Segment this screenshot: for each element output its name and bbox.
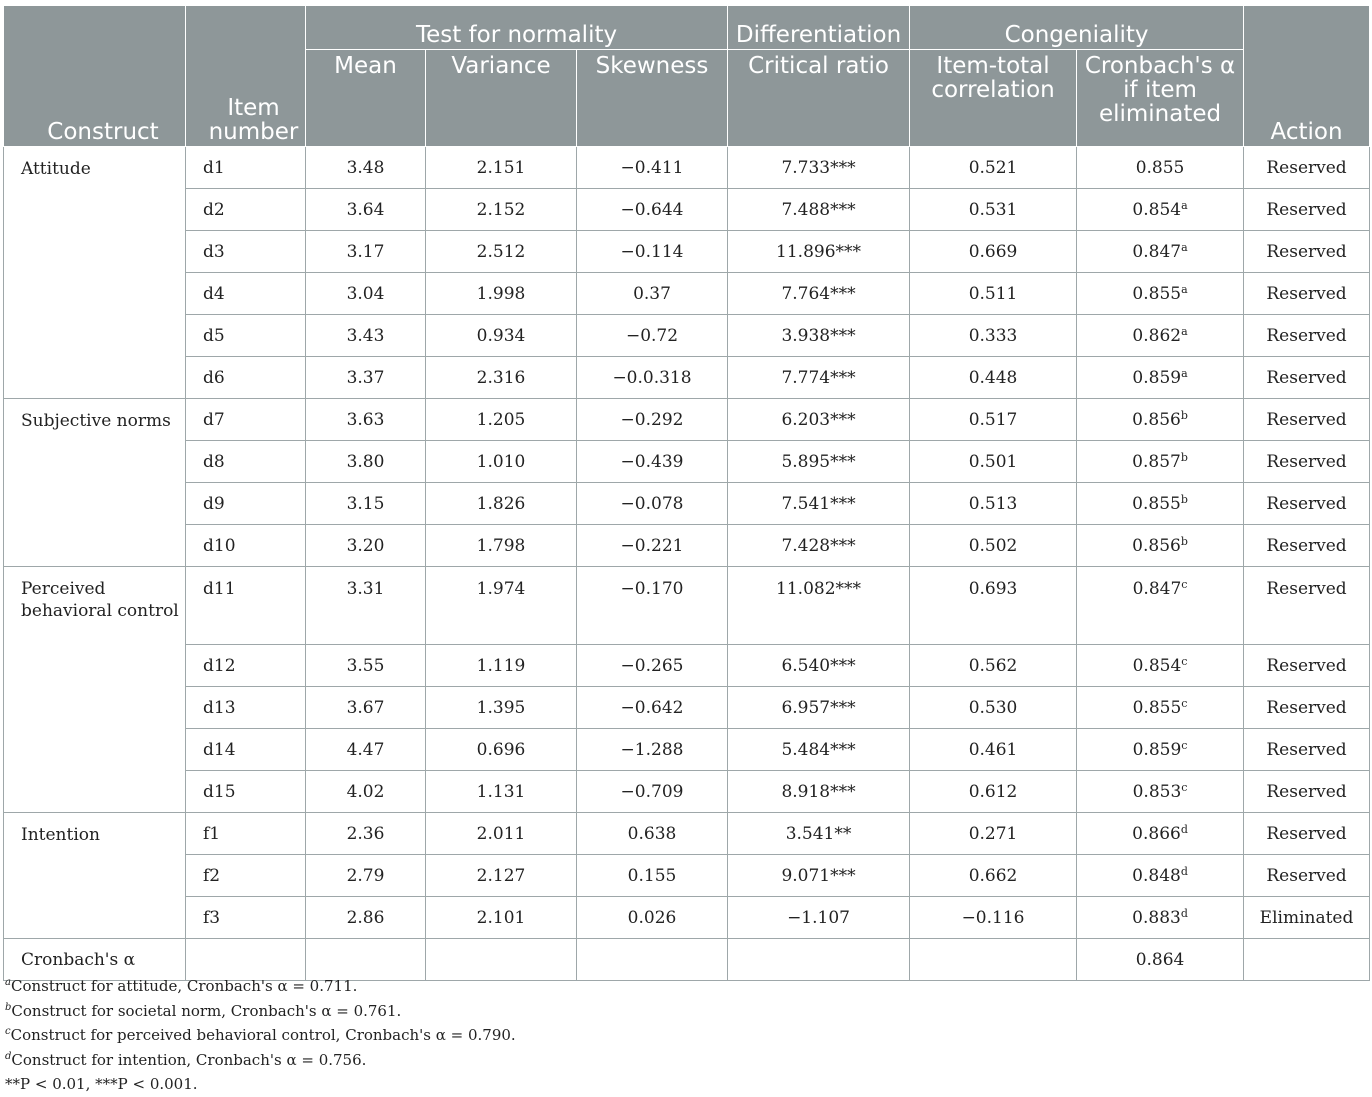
item-total-cell: −0.116 (910, 897, 1077, 939)
skewness-cell: −0.265 (577, 645, 728, 687)
item-cell: f1 (186, 813, 306, 855)
item-cell: d15 (186, 771, 306, 813)
mean-cell: 2.79 (306, 855, 426, 897)
variance-cell: 1.798 (426, 525, 577, 567)
action-cell: Reserved (1244, 687, 1370, 729)
critical-ratio-cell: 11.082*** (728, 567, 910, 645)
table-row (4, 231, 1370, 273)
alpha-cell: 0.859$^a$ (1077, 357, 1244, 399)
table-row (4, 897, 1370, 939)
item-total-cell: 0.513 (910, 483, 1077, 525)
mean-cell: 3.63 (306, 399, 426, 441)
skewness-cell: −0.292 (577, 399, 728, 441)
item-cell: d4 (186, 273, 306, 315)
item-total-cell: 0.612 (910, 771, 1077, 813)
header-mean: Mean (306, 50, 426, 147)
critical-ratio-cell: 9.071*** (728, 855, 910, 897)
summary-label: Cronbach's α (4, 939, 186, 981)
alpha-cell: 0.856$^b$ (1077, 399, 1244, 441)
construct-cell: Intention (4, 813, 186, 939)
critical-ratio-cell: 7.428*** (728, 525, 910, 567)
item-cell: d13 (186, 687, 306, 729)
item-total-cell: 0.693 (910, 567, 1077, 645)
item-total-cell: 0.669 (910, 231, 1077, 273)
alpha-cell: 0.857$^b$ (1077, 441, 1244, 483)
item-cell: d3 (186, 231, 306, 273)
skewness-cell: −0.642 (577, 687, 728, 729)
footnote: $^c$Construct for perceived behavioral control, Cronbach's α = 0.790. (5, 1026, 516, 1044)
alpha-cell: 0.847$^c$ (1077, 567, 1244, 645)
alpha-cell: 0.866$^d$ (1077, 813, 1244, 855)
variance-cell: 1.974 (426, 567, 577, 645)
alpha-cell: 0.859$^c$ (1077, 729, 1244, 771)
mean-cell: 3.15 (306, 483, 426, 525)
critical-ratio-cell: 7.774*** (728, 357, 910, 399)
skewness-cell: −0.411 (577, 147, 728, 189)
action-cell: Reserved (1244, 771, 1370, 813)
alpha-cell: 0.848$^d$ (1077, 855, 1244, 897)
header-congeniality: Congeniality (910, 6, 1244, 50)
variance-cell: 1.010 (426, 441, 577, 483)
mean-cell: 3.48 (306, 147, 426, 189)
variance-cell: 2.011 (426, 813, 577, 855)
variance-cell: 0.696 (426, 729, 577, 771)
mean-cell: 3.80 (306, 441, 426, 483)
summary-alpha: 0.864 (1077, 939, 1244, 981)
item-total-cell: 0.501 (910, 441, 1077, 483)
action-cell: Reserved (1244, 441, 1370, 483)
footnote: $^a$Construct for attitude, Cronbach's α = 0.711. (5, 977, 358, 995)
item-cell: d14 (186, 729, 306, 771)
skewness-cell: −0.221 (577, 525, 728, 567)
construct-cell: Attitude (4, 147, 186, 399)
skewness-cell: 0.155 (577, 855, 728, 897)
skewness-cell: −0.0.318 (577, 357, 728, 399)
critical-ratio-cell: 7.733*** (728, 147, 910, 189)
mean-cell: 3.55 (306, 645, 426, 687)
variance-cell: 0.934 (426, 315, 577, 357)
alpha-cell: 0.862$^a$ (1077, 315, 1244, 357)
skewness-cell: −0.709 (577, 771, 728, 813)
header-construct: Construct (4, 6, 186, 147)
action-cell: Reserved (1244, 645, 1370, 687)
table-row (4, 483, 1370, 525)
alpha-cell: 0.855 (1077, 147, 1244, 189)
item-cell: f2 (186, 855, 306, 897)
skewness-cell: −0.439 (577, 441, 728, 483)
table-row (4, 399, 1370, 441)
variance-cell: 1.119 (426, 645, 577, 687)
action-cell: Reserved (1244, 525, 1370, 567)
item-total-cell: 0.502 (910, 525, 1077, 567)
table-row (4, 813, 1370, 855)
action-cell: Reserved (1244, 147, 1370, 189)
critical-ratio-cell: 6.957*** (728, 687, 910, 729)
action-cell: Reserved (1244, 483, 1370, 525)
action-cell: Reserved (1244, 357, 1370, 399)
skewness-cell: −0.114 (577, 231, 728, 273)
table-row (4, 441, 1370, 483)
header-skewness: Skewness (577, 50, 728, 147)
item-cell: d12 (186, 645, 306, 687)
skewness-cell: 0.638 (577, 813, 728, 855)
item-total-cell: 0.333 (910, 315, 1077, 357)
alpha-cell: 0.855$^c$ (1077, 687, 1244, 729)
variance-cell: 1.826 (426, 483, 577, 525)
item-cell: d9 (186, 483, 306, 525)
item-cell: d7 (186, 399, 306, 441)
item-total-cell: 0.562 (910, 645, 1077, 687)
item-total-cell: 0.530 (910, 687, 1077, 729)
table-row (4, 525, 1370, 567)
action-cell: Reserved (1244, 855, 1370, 897)
action-cell: Eliminated (1244, 897, 1370, 939)
footnote: **P < 0.01, ***P < 0.001. (5, 1075, 198, 1093)
header-critical-ratio: Critical ratio (728, 50, 910, 147)
table-row (4, 315, 1370, 357)
mean-cell: 3.17 (306, 231, 426, 273)
table-row (4, 357, 1370, 399)
variance-cell: 2.151 (426, 147, 577, 189)
mean-cell: 3.67 (306, 687, 426, 729)
action-cell: Reserved (1244, 729, 1370, 771)
skewness-cell: −1.288 (577, 729, 728, 771)
header-variance: Variance (426, 50, 577, 147)
alpha-cell: 0.883$^d$ (1077, 897, 1244, 939)
variance-cell: 2.152 (426, 189, 577, 231)
item-total-cell: 0.271 (910, 813, 1077, 855)
mean-cell: 3.43 (306, 315, 426, 357)
action-cell: Reserved (1244, 231, 1370, 273)
skewness-cell: −0.170 (577, 567, 728, 645)
action-cell: Reserved (1244, 399, 1370, 441)
item-total-cell: 0.662 (910, 855, 1077, 897)
critical-ratio-cell: 6.540*** (728, 645, 910, 687)
action-cell: Reserved (1244, 189, 1370, 231)
item-total-cell: 0.531 (910, 189, 1077, 231)
table-row (4, 855, 1370, 897)
variance-cell: 2.101 (426, 897, 577, 939)
item-cell: d10 (186, 525, 306, 567)
critical-ratio-cell: 3.938*** (728, 315, 910, 357)
mean-cell: 4.02 (306, 771, 426, 813)
mean-cell: 4.47 (306, 729, 426, 771)
critical-ratio-cell: 11.896*** (728, 231, 910, 273)
critical-ratio-cell: 8.918*** (728, 771, 910, 813)
item-cell: d1 (186, 147, 306, 189)
critical-ratio-cell: 7.541*** (728, 483, 910, 525)
header-row-1 (4, 6, 1370, 50)
critical-ratio-cell: 3.541** (728, 813, 910, 855)
skewness-cell: 0.026 (577, 897, 728, 939)
header-item-total: Item-total correlation (910, 50, 1077, 147)
variance-cell: 2.316 (426, 357, 577, 399)
footnote: $^b$Construct for societal norm, Cronbach's α = 0.761. (5, 1001, 402, 1020)
item-cell: d2 (186, 189, 306, 231)
action-cell: Reserved (1244, 273, 1370, 315)
construct-cell: Subjective norms (4, 399, 186, 567)
header-item-number: Item number (186, 6, 306, 147)
skewness-cell: −0.72 (577, 315, 728, 357)
mean-cell: 3.04 (306, 273, 426, 315)
item-total-cell: 0.517 (910, 399, 1077, 441)
alpha-cell: 0.847$^a$ (1077, 231, 1244, 273)
skewness-cell: 0.37 (577, 273, 728, 315)
variance-cell: 1.205 (426, 399, 577, 441)
table-row (4, 273, 1370, 315)
header-alpha-if-eliminated: Cronbach's α if item eliminated (1077, 50, 1244, 147)
table-row (4, 147, 1370, 189)
variance-cell: 2.512 (426, 231, 577, 273)
alpha-cell: 0.855$^b$ (1077, 483, 1244, 525)
mean-cell: 2.36 (306, 813, 426, 855)
variance-cell: 1.998 (426, 273, 577, 315)
alpha-cell: 0.853$^c$ (1077, 771, 1244, 813)
critical-ratio-cell: 7.488*** (728, 189, 910, 231)
item-cell: f3 (186, 897, 306, 939)
item-cell: d6 (186, 357, 306, 399)
mean-cell: 2.86 (306, 897, 426, 939)
table-row (4, 729, 1370, 771)
item-cell: d11 (186, 567, 306, 645)
critical-ratio-cell: 6.203*** (728, 399, 910, 441)
alpha-cell: 0.855$^a$ (1077, 273, 1244, 315)
table-row (4, 567, 1370, 645)
critical-ratio-cell: −1.107 (728, 897, 910, 939)
action-cell: Reserved (1244, 813, 1370, 855)
skewness-cell: −0.644 (577, 189, 728, 231)
item-total-cell: 0.511 (910, 273, 1077, 315)
table-row (4, 771, 1370, 813)
alpha-cell: 0.854$^c$ (1077, 645, 1244, 687)
header-test-for-normality: Test for normality (306, 6, 728, 50)
mean-cell: 3.20 (306, 525, 426, 567)
item-total-cell: 0.521 (910, 147, 1077, 189)
mean-cell: 3.31 (306, 567, 426, 645)
variance-cell: 1.131 (426, 771, 577, 813)
item-cell: d8 (186, 441, 306, 483)
table-footnotes (5, 974, 516, 1097)
reliability-table (3, 5, 1370, 981)
table-row (4, 687, 1370, 729)
item-total-cell: 0.461 (910, 729, 1077, 771)
table-row (4, 189, 1370, 231)
critical-ratio-cell: 7.764*** (728, 273, 910, 315)
construct-cell: Perceived behavioral control (4, 567, 186, 813)
header-differentiation: Differentiation (728, 6, 910, 50)
critical-ratio-cell: 5.484*** (728, 729, 910, 771)
table-row (4, 645, 1370, 687)
alpha-cell: 0.854$^a$ (1077, 189, 1244, 231)
mean-cell: 3.37 (306, 357, 426, 399)
item-total-cell: 0.448 (910, 357, 1077, 399)
action-cell: Reserved (1244, 567, 1370, 645)
variance-cell: 1.395 (426, 687, 577, 729)
variance-cell: 2.127 (426, 855, 577, 897)
header-action: Action (1244, 6, 1370, 147)
action-cell: Reserved (1244, 315, 1370, 357)
skewness-cell: −0.078 (577, 483, 728, 525)
item-cell: d5 (186, 315, 306, 357)
alpha-cell: 0.856$^b$ (1077, 525, 1244, 567)
mean-cell: 3.64 (306, 189, 426, 231)
critical-ratio-cell: 5.895*** (728, 441, 910, 483)
footnote: $^d$Construct for intention, Cronbach's α = 0.756. (5, 1050, 367, 1069)
